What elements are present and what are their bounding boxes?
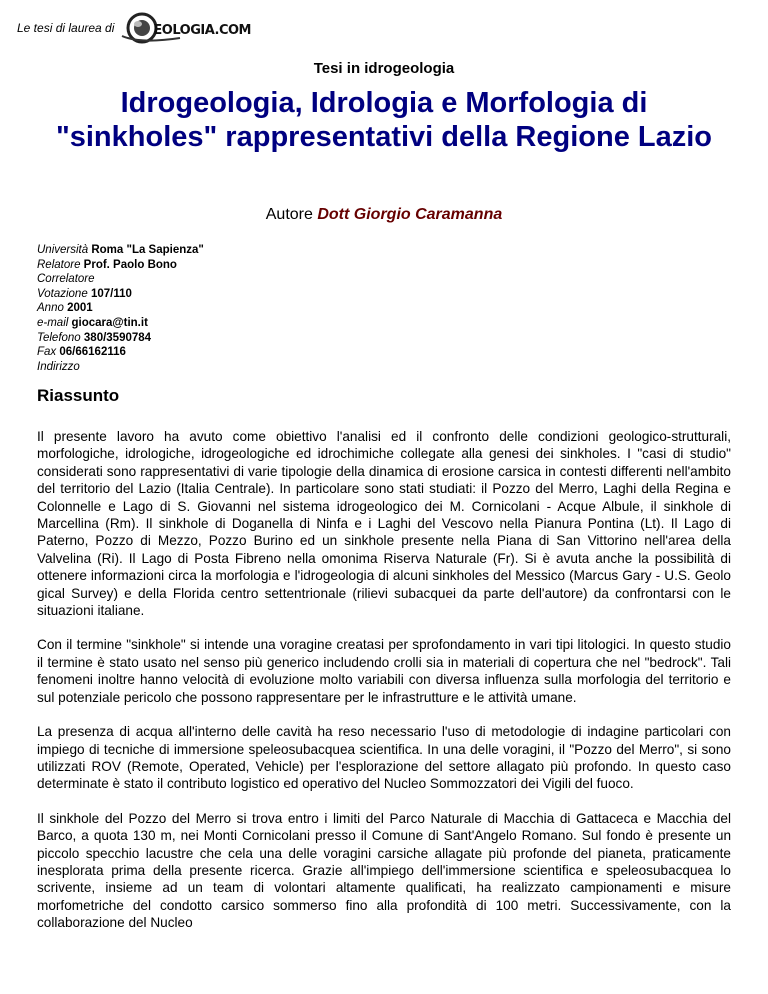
info-key: Indirizzo — [37, 360, 80, 373]
document-subtitle: Tesi in idrogeologia — [313, 60, 455, 77]
info-row — [37, 360, 204, 375]
info-key: e-mail — [37, 316, 69, 329]
info-key: Università — [37, 244, 89, 256]
info-row — [37, 345, 204, 360]
paragraph: Il presente lavoro ha avuto come obiettivo l'analisi ed il confronto delle condizioni geologico-strutturali, morfologiche, idrologiche, idrogeologiche ed idrochimiche collegate alla genesi dei sinkholes. I "casi di studio" considerati sono rappresentativi di varie tipologie della dinamica di erosione carsica in contesti differenti nell'ambito del territorio del Lazio (Italia Centrale). In particolare sono stati studiati: il Pozzo del Merro, Laghi della Regina e Colonnelle e Lago di S. Giovanni nel sistema idrogeologico dei M. Cornicolani - Acque Albule, il sinkhole di Marcellina (Rm). Il sinkhole di Doganella di Ninfa e i Laghi del Vescovo nella Pianura Pontina (Lt). Il Lago di Paterno, Pozzo di Mezzo, Pozzo Burino ed un sinkhole presente nella Piana di San Vittorino nell'area della Valvelina (Ri). Il Lago di Posta Fibreno nella omonima Riserva Naturale (Fr). Si è avuta anche la possibilità di ottenere informazioni circa la morfologia e l'idrogeologia di alcuni sinkholes del Messico (Marcus Gary - U.S. Geolo gical Survey) e della Florida centro settentrionale (rilievi subacquei da parte dell'autore) da confrontarsi con le situazioni italiane. — [37, 429, 731, 619]
author-line — [0, 206, 768, 224]
info-key: Votazione — [37, 287, 88, 300]
info-key: Relatore — [37, 258, 81, 271]
info-value: Roma "La Sapienza" — [91, 244, 204, 256]
logo-text: EOLOGIA.COM — [153, 23, 251, 38]
info-key: Anno — [37, 302, 64, 315]
info-row — [37, 316, 204, 331]
abstract-body — [37, 428, 731, 949]
site-header — [17, 8, 260, 44]
info-row — [37, 287, 204, 302]
info-value: 06/66162116 — [59, 346, 126, 359]
paragraph: Il sinkhole del Pozzo del Merro si trova entro i limiti del Parco Naturale di Macchia di Gattaceca e Macchia del Barco, a quota 130 m, nei Monti Cornicolani presso il Comune di Sant'Angelo Romano. Sul fondo è presente un piccolo specchio lacustre che cela una delle voragini carsiche allagate più profonde del pianeta, praticamente inesplorata prima della presente ricerca. Grazie all'impiego dell'immersione scientifica e speleosubacquea lo scrivente, insieme ad un team di volontari altamente qualificati, ha realizzato campionamenti e misure morfometriche del condotto carsico sommerso fino alla profondità di 100 metri. Successivamente, con la collaborazione del Nucleo — [37, 810, 731, 931]
info-row — [37, 301, 204, 316]
thesis-info — [37, 243, 204, 374]
info-row — [37, 272, 204, 287]
info-row — [37, 331, 204, 346]
author-name: Dott Giorgio Caramanna — [317, 206, 503, 223]
info-key: Correlatore — [37, 273, 95, 286]
info-value: giocara@tin.it — [71, 316, 148, 329]
info-key: Fax — [37, 346, 57, 359]
info-row — [37, 243, 204, 258]
header-prefix: Le tesi di laurea di — [17, 21, 115, 35]
paragraph: La presenza di acqua all'interno delle cavità ha reso necessario l'uso di metodologie di indagine particolari con impiego di tecniche di immersione speleosubacquea scientifica. In una delle voragini, il "Pozzo del Merro", si sono utilizzati ROV (Remote, Operated, Vehicle) per l'esplorazione del settore allagato più profondo. In questo caso determinate è stato il contributo logistico ed operativo del Nucleo Sommozzatori dei Vigili del fuoco. — [37, 724, 731, 792]
info-value: 380/3590784 — [83, 331, 152, 344]
info-value: 107/110 — [90, 287, 132, 300]
paragraph: Con il termine "sinkhole" si intende una voragine creatasi per sprofondamento in vari tipi litologici. In questo studio il termine è stato usato nel senso più generico includendo crolli sia in materiali di copertura che nel "bedrock". Tali fenomeni inoltre hanno velocità di evoluzione molto variabili con diversa influenza sulla morfologia del territorio e sul potenziale pericolo che possono rappresentare per le infrastrutture e le attività umane. — [37, 637, 731, 705]
info-value: Prof. Paolo Bono — [83, 258, 177, 271]
info-key: Telefono — [37, 331, 81, 344]
info-value: 2001 — [67, 302, 93, 315]
section-heading: Riassunto — [37, 386, 120, 405]
site-logo[interactable] — [120, 8, 260, 44]
author-label: Autore — [265, 206, 313, 223]
document-title: Idrogeologia, Idrologia e Morfologia di "sinkholes" rappresentativi della Regione Lazio — [55, 87, 712, 153]
info-row — [37, 258, 204, 273]
